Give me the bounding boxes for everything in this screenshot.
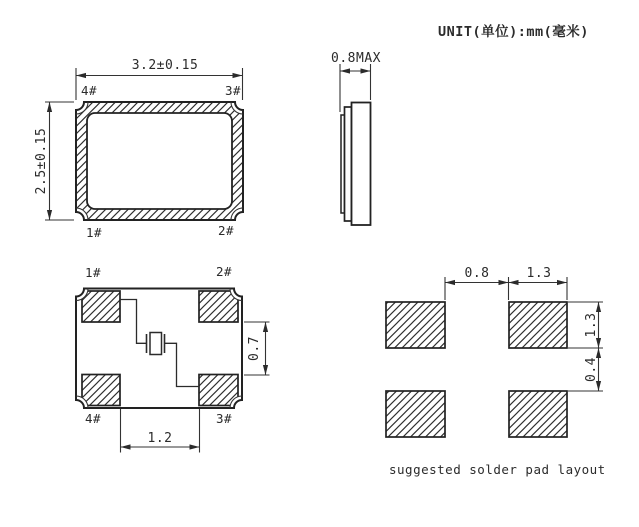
pad-row-gap-label: 0.4	[584, 357, 599, 382]
pad-height-label: 1.3	[584, 312, 599, 338]
pin-label-1: 1#	[85, 225, 103, 240]
electrode-gap-dimension	[244, 322, 270, 375]
pad-layout-caption: suggested solder pad layout	[389, 462, 606, 477]
solder-pad-bottom-left	[386, 391, 445, 437]
pad-col-gap-label: 0.8	[464, 266, 490, 281]
bottom-view	[76, 264, 270, 453]
electrode-span-dimension	[121, 409, 200, 453]
electrode-span-label: 1.2	[147, 431, 173, 446]
pad-row-dimensions	[568, 302, 603, 391]
electrode-gap-label: 0.7	[247, 336, 262, 361]
pin-label-3: 3#	[215, 411, 233, 426]
electrode-pad-4	[82, 375, 120, 406]
pin-label-2: 2#	[215, 264, 233, 279]
units-title: UNIT(单位):mm(毫米)	[438, 24, 589, 40]
pad-width-label: 1.3	[526, 266, 552, 281]
solder-pad-top-right	[509, 302, 567, 348]
top-view	[34, 58, 243, 240]
pin-label-4: 4#	[80, 83, 98, 98]
pin-label-4: 4#	[84, 411, 102, 426]
thickness-dimension-label: 0.8MAX	[331, 51, 381, 66]
top-view-width-dimension	[76, 58, 243, 100]
solder-pad-layout	[386, 266, 606, 477]
pin-label-2: 2#	[217, 223, 235, 238]
height-dimension-label: 2.5±0.15	[34, 127, 49, 195]
pin-label-1: 1#	[84, 265, 102, 280]
pin-label-3: 3#	[224, 83, 242, 98]
side-profile	[341, 103, 371, 226]
electrode-pad-1	[82, 291, 120, 322]
solder-pad-top-left	[386, 302, 445, 348]
lid-inner-outline	[87, 113, 232, 209]
crystal-symbol	[150, 333, 162, 355]
package-top-body	[76, 102, 243, 220]
metal-lid	[352, 103, 371, 226]
top-view-height-dimension	[34, 102, 74, 220]
ceramic-base	[345, 107, 352, 221]
solder-pad-bottom-right	[509, 391, 567, 437]
width-dimension-label: 3.2±0.15	[131, 58, 199, 73]
pad-column-dimensions	[445, 266, 567, 300]
side-view	[331, 51, 381, 225]
